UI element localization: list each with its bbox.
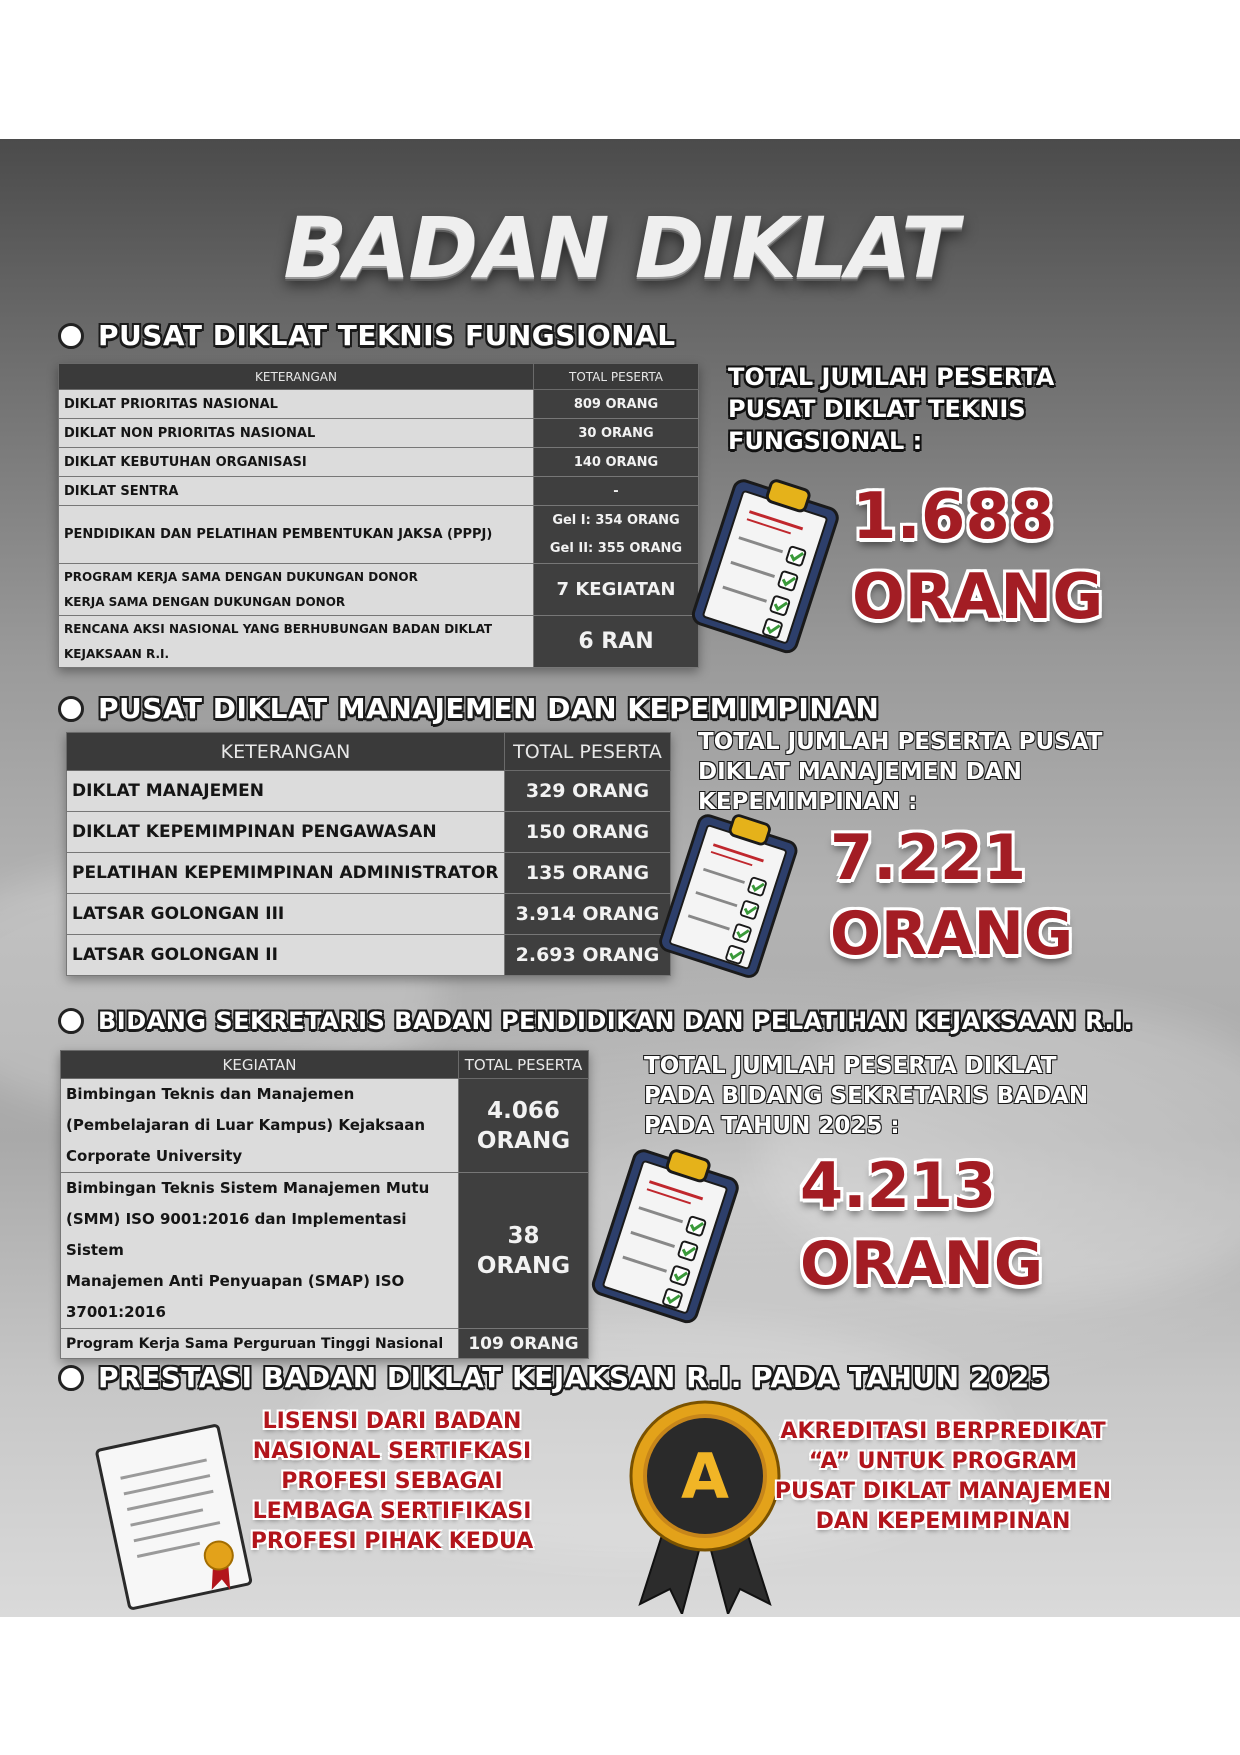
row-value (459, 1079, 589, 1173)
row-value: 809 ORANG (534, 390, 699, 419)
section-title: PRESTASI BADAN DIKLAT KEJAKSAN R.I. PADA TAHUN 2025 (98, 1361, 1050, 1394)
award-text-line: LEMBAGA SERTIFIKASI (252, 1499, 532, 1524)
row-label-line: Manajemen Anti Penyuapan (SMAP) ISO (66, 1272, 405, 1290)
row-value: 3.914 ORANG (505, 894, 671, 935)
row-value-line: ORANG (476, 1127, 571, 1154)
total-value-manajemen-kepemimpinan: 7.221 (830, 821, 1027, 894)
table-row (59, 419, 699, 448)
row-label (59, 564, 534, 616)
row-value (459, 1173, 589, 1329)
clipboard-checklist-icon (680, 469, 850, 659)
row-value (534, 506, 699, 564)
row-label (59, 616, 534, 668)
clipboard-checklist-icon (648, 804, 808, 984)
award-text-line: PROFESI SEBAGAI (281, 1469, 503, 1494)
bullet-icon (58, 323, 84, 349)
total-unit-teknis-fungsional: ORANG (852, 560, 1104, 633)
column-header-total: TOTAL PESERTA (534, 364, 699, 390)
section-heading-bidang-sekretaris (58, 1007, 1133, 1035)
row-label-line: Corporate University (66, 1147, 243, 1165)
column-header-keterangan: KETERANGAN (67, 733, 505, 771)
page-title: BADAN DIKLAT (283, 199, 957, 297)
row-value-line: 4.066 (487, 1097, 560, 1124)
total-label-line: KEPEMIMPINAN : (698, 789, 918, 815)
row-label-line: Bimbingan Teknis Sistem Manajemen Mutu (66, 1179, 430, 1197)
row-value: 7 KEGIATAN (534, 564, 699, 616)
row-label: LATSAR GOLONGAN III (67, 894, 505, 935)
award-licence-text (236, 1407, 548, 1557)
section-title: PUSAT DIKLAT TEKNIS FUNGSIONAL (98, 319, 676, 352)
table-bidang-sekretaris (60, 1050, 589, 1359)
total-unit-bidang-sekretaris: ORANG (800, 1229, 1044, 1299)
row-value-line: Gel I: 354 ORANG (552, 512, 680, 528)
row-label-line: PROGRAM KERJA SAMA DENGAN DUKUNGAN DONOR (64, 569, 418, 584)
total-value-bidang-sekretaris: 4.213 (800, 1149, 997, 1222)
clipboard-checklist-icon (580, 1139, 750, 1329)
row-label: DIKLAT KEPEMIMPINAN PENGAWASAN (67, 812, 505, 853)
award-text-line: LISENSI DARI BADAN (262, 1409, 522, 1434)
column-header-keterangan: KETERANGAN (59, 364, 534, 390)
row-label: DIKLAT PRIORITAS NASIONAL (59, 390, 534, 419)
row-value: - (534, 477, 699, 506)
table-row (59, 564, 699, 616)
row-label-line: RENCANA AKSI NASIONAL YANG BERHUBUNGAN BADAN DIKLAT (64, 621, 493, 636)
column-header-kegiatan: KEGIATAN (61, 1051, 459, 1079)
row-label: PENDIDIKAN DAN PELATIHAN PEMBENTUKAN JAKSA (PPPJ) (59, 506, 534, 564)
table-row (59, 448, 699, 477)
award-text-line: DAN KEPEMIMPINAN (815, 1509, 1071, 1534)
table-row (67, 894, 671, 935)
bullet-icon (58, 696, 84, 722)
table-row (67, 771, 671, 812)
total-label-line: TOTAL JUMLAH PESERTA PUSAT (698, 729, 1103, 755)
row-value: 329 ORANG (505, 771, 671, 812)
row-label: DIKLAT NON PRIORITAS NASIONAL (59, 419, 534, 448)
section-heading-teknis-fungsional (58, 319, 676, 352)
table-row (67, 935, 671, 976)
row-label: DIKLAT SENTRA (59, 477, 534, 506)
total-label-line: PADA BIDANG SEKRETARIS BADAN (644, 1083, 1089, 1109)
total-unit-manajemen-kepemimpinan: ORANG (830, 899, 1074, 969)
table-row (61, 1329, 589, 1359)
row-value: 109 ORANG (459, 1329, 589, 1359)
row-value: 6 RAN (534, 616, 699, 668)
badge-letter: A (681, 1440, 729, 1513)
section-heading-manajemen-kepemimpinan (58, 692, 879, 725)
table-row (61, 1173, 589, 1329)
award-accreditation-text (758, 1417, 1128, 1537)
row-label (61, 1173, 459, 1329)
total-label-line: DIKLAT MANAJEMEN DAN (698, 759, 1022, 785)
total-label-teknis-fungsional (728, 361, 1054, 457)
award-text-line: PROFESI PIHAK KEDUA (250, 1529, 534, 1554)
table-row (67, 812, 671, 853)
award-text-line: NASIONAL SERTIFKASI (252, 1439, 532, 1464)
column-header-total: TOTAL PESERTA (505, 733, 671, 771)
row-value-line: 38 (507, 1222, 540, 1249)
award-text-line: PUSAT DIKLAT MANAJEMEN (774, 1479, 1112, 1504)
award-text-line: “A” UNTUK PROGRAM (808, 1449, 1078, 1474)
row-label (61, 1079, 459, 1173)
bullet-icon (58, 1008, 84, 1034)
row-label-line: (Pembelajaran di Luar Kampus) Kejaksaan (66, 1116, 426, 1134)
table-manajemen-kepemimpinan (66, 732, 671, 976)
section-heading-prestasi (58, 1361, 1050, 1394)
column-header-total: TOTAL PESERTA (459, 1051, 589, 1079)
row-value-line: ORANG (476, 1252, 571, 1279)
row-value: 140 ORANG (534, 448, 699, 477)
bullet-icon (58, 1365, 84, 1391)
row-value: 150 ORANG (505, 812, 671, 853)
table-row (59, 506, 699, 564)
total-label-bidang-sekretaris (644, 1051, 1088, 1141)
table-teknis-fungsional (58, 363, 699, 668)
row-label: LATSAR GOLONGAN II (67, 935, 505, 976)
row-value-line: Gel II: 355 ORANG (549, 540, 683, 556)
section-title: PUSAT DIKLAT MANAJEMEN DAN KEPEMIMPINAN (98, 692, 880, 725)
table-row (59, 477, 699, 506)
row-value: 2.693 ORANG (505, 935, 671, 976)
row-label-line: (SMM) ISO 9001:2016 dan Implementasi Sistem (66, 1210, 407, 1259)
total-label-line: FUNGSIONAL : (728, 427, 923, 455)
section-title: BIDANG SEKRETARIS BADAN PENDIDIKAN DAN PELATIHAN KEJAKSAAN R.I. (98, 1007, 1134, 1035)
total-value-teknis-fungsional: 1.688 (852, 480, 1055, 554)
row-label-line: Bimbingan Teknis dan Manajemen (66, 1085, 355, 1103)
row-label: Program Kerja Sama Perguruan Tinggi Nasional (61, 1329, 459, 1359)
row-value: 30 ORANG (534, 419, 699, 448)
row-label-line: KERJA SAMA DENGAN DUKUNGAN DONOR (64, 594, 346, 609)
table-row (59, 616, 699, 668)
row-label-line: KEJAKSAAN R.I. (64, 646, 170, 661)
total-label-line: TOTAL JUMLAH PESERTA DIKLAT (644, 1053, 1057, 1079)
total-label-line: PUSAT DIKLAT TEKNIS (728, 395, 1026, 423)
row-label: DIKLAT KEBUTUHAN ORGANISASI (59, 448, 534, 477)
total-label-line: TOTAL JUMLAH PESERTA (728, 363, 1055, 391)
table-row (67, 853, 671, 894)
poster-background (0, 139, 1240, 1617)
row-value: 135 ORANG (505, 853, 671, 894)
row-label: DIKLAT MANAJEMEN (67, 771, 505, 812)
row-label-line: 37001:2016 (66, 1303, 166, 1321)
row-label: PELATIHAN KEPEMIMPINAN ADMINISTRATOR (67, 853, 505, 894)
table-row (61, 1079, 589, 1173)
table-row (59, 390, 699, 419)
award-text-line: AKREDITASI BERPREDIKAT (780, 1419, 1106, 1444)
total-label-line: PADA TAHUN 2025 : (644, 1113, 900, 1139)
